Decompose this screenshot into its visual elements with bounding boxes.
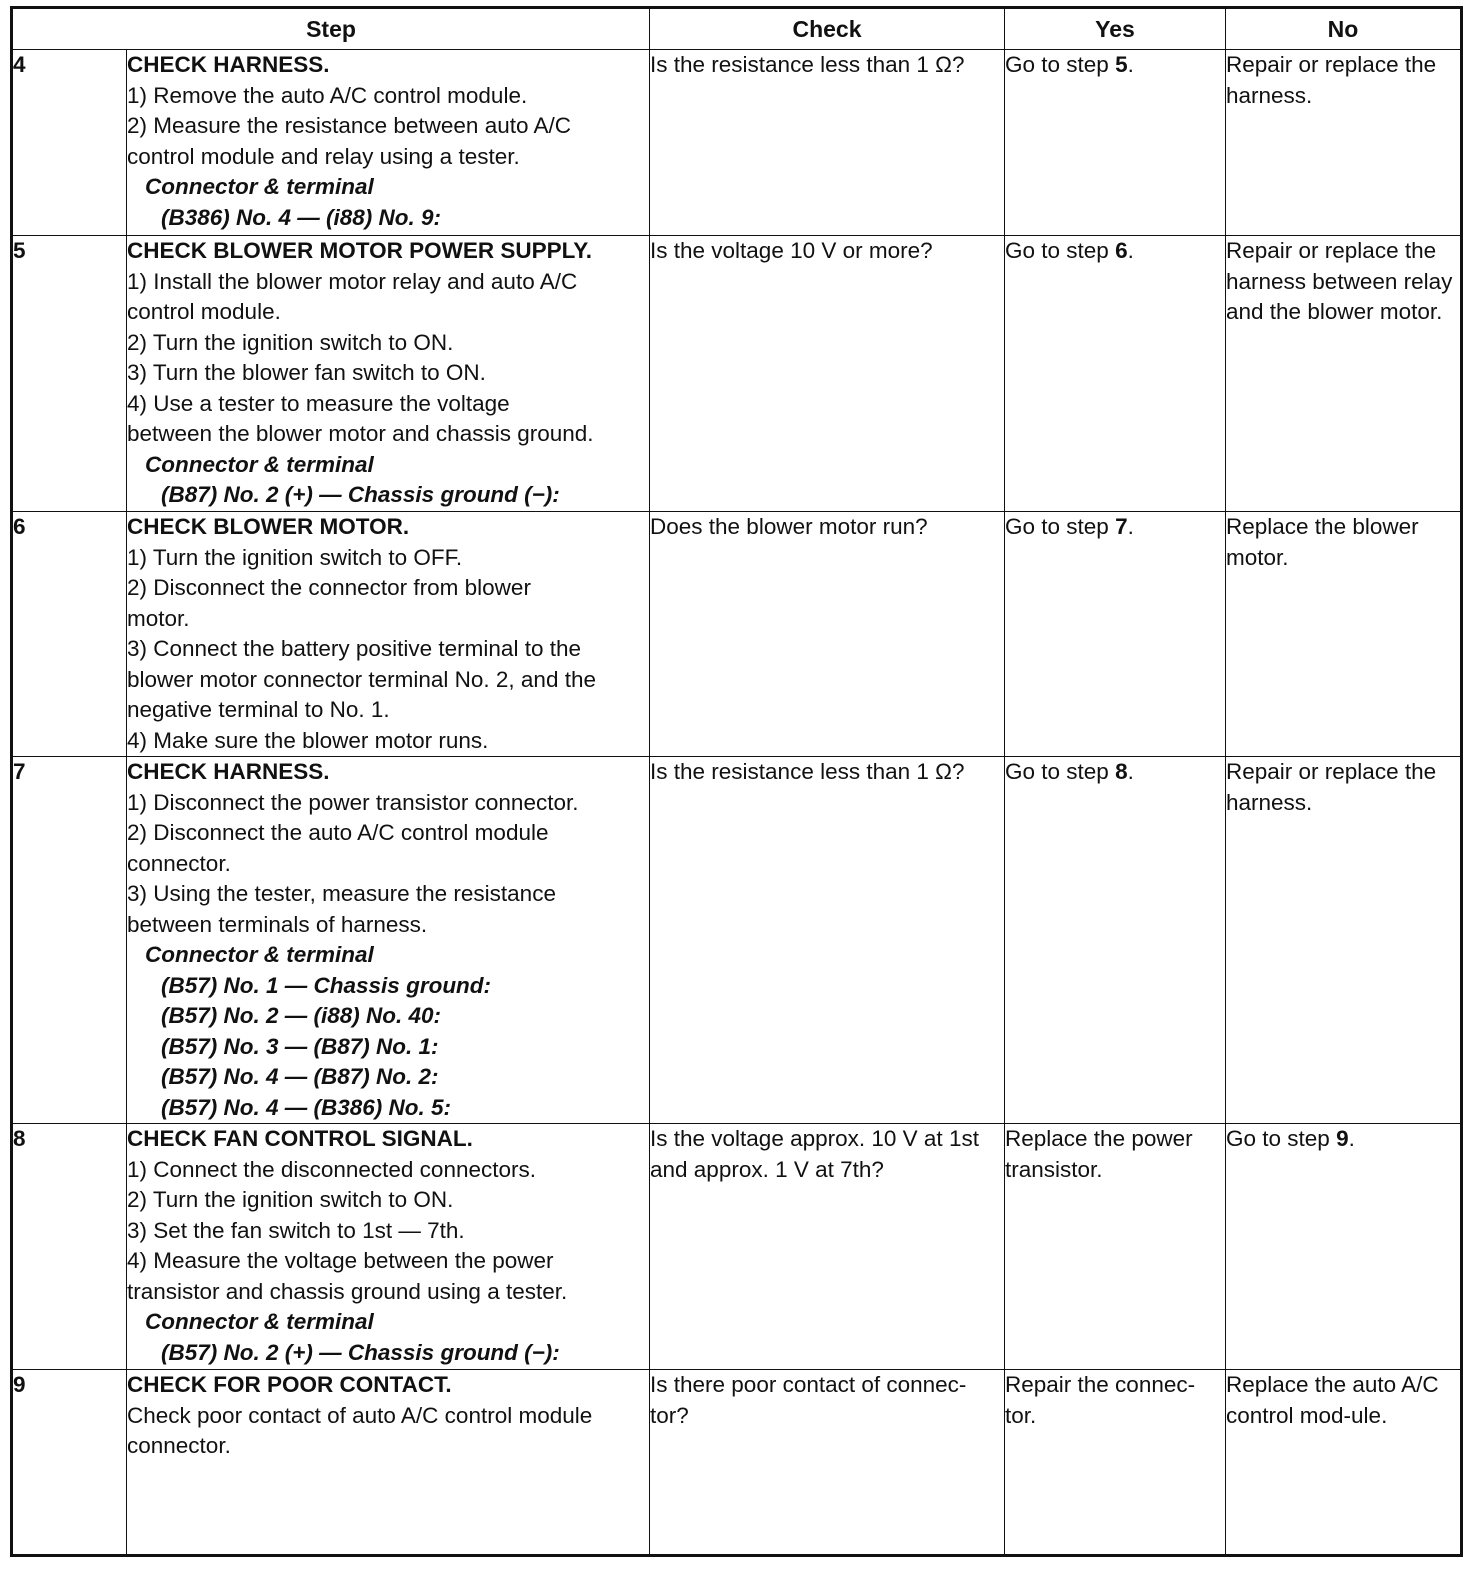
step-title: CHECK BLOWER MOTOR POWER SUPPLY.	[127, 238, 593, 263]
step-line: 3) Turn the blower fan switch to ON.	[127, 360, 486, 385]
no-suffix: .	[1348, 1126, 1355, 1151]
step-description	[127, 757, 650, 1124]
table-row	[12, 50, 1462, 236]
step-number: 6	[12, 512, 127, 757]
check-question: Is the resistance less than 1 Ω?	[650, 757, 1005, 1124]
step-title: CHECK BLOWER MOTOR.	[127, 514, 410, 539]
connector-terminal-item: (B57) No. 2 (+) — Chassis ground (−):	[161, 1339, 560, 1365]
check-question: Is there poor contact of connec-tor?	[650, 1370, 1005, 1556]
step-line: between terminals of harness.	[127, 911, 428, 937]
step-line: 4) Measure the voltage between the power	[127, 1248, 554, 1273]
step-line: connector.	[127, 1433, 231, 1458]
step-number: 7	[12, 757, 127, 1124]
step-line: 1) Turn the ignition switch to OFF.	[127, 544, 463, 570]
yes-text: Go to step	[1005, 759, 1116, 784]
yes-suffix: .	[1127, 514, 1134, 539]
check-question: Is the voltage approx. 10 V at 1st and approx. 1 V at 7th?	[650, 1124, 1005, 1370]
step-line: 1) Connect the disconnected connectors.	[127, 1156, 536, 1182]
step-line: 2) Turn the ignition switch to ON.	[127, 329, 454, 355]
yes-text: Go to step	[1005, 238, 1116, 263]
check-question: Is the voltage 10 V or more?	[650, 236, 1005, 512]
no-step-ref: 9	[1336, 1126, 1349, 1151]
step-title: CHECK HARNESS.	[127, 52, 330, 77]
no-action: Replace the blower motor.	[1226, 512, 1462, 757]
connector-terminal-item: (B57) No. 4 — (B87) No. 2:	[161, 1064, 439, 1089]
connector-terminal-heading: Connector & terminal	[145, 174, 374, 199]
step-description	[127, 1124, 650, 1370]
step-line: motor.	[127, 605, 190, 631]
connector-terminal-heading: Connector & terminal	[145, 1309, 374, 1334]
no-action: Repair or replace the harness.	[1226, 50, 1462, 236]
yes-text: Go to step	[1005, 52, 1116, 77]
step-number: 5	[12, 236, 127, 512]
yes-step-ref: 6	[1115, 238, 1128, 263]
yes-action	[1005, 757, 1226, 1124]
yes-action: Replace the power transistor.	[1005, 1124, 1226, 1370]
step-line: negative terminal to No. 1.	[127, 697, 390, 722]
table-row	[12, 512, 1462, 757]
step-title: CHECK FAN CONTROL SIGNAL.	[127, 1126, 473, 1151]
step-number: 8	[12, 1124, 127, 1370]
step-line: 1) Remove the auto A/C control module.	[127, 82, 528, 108]
step-line: 4) Use a tester to measure the voltage	[127, 390, 510, 416]
step-description	[127, 236, 650, 512]
step-line: 2) Disconnect the connector from blower	[127, 575, 531, 600]
header-step: Step	[12, 8, 650, 50]
header-check: Check	[650, 8, 1005, 50]
table-row	[12, 757, 1462, 1124]
step-line: transistor and chassis ground using a tester.	[127, 1278, 568, 1304]
diagnostic-table	[10, 6, 1463, 1557]
step-number: 4	[12, 50, 127, 236]
no-text: Go to step	[1226, 1126, 1337, 1151]
step-line: 1) Disconnect the power transistor connector.	[127, 789, 579, 815]
yes-text: Go to step	[1005, 514, 1116, 539]
step-line: 3) Connect the battery positive terminal to the	[127, 636, 581, 661]
step-line: 2) Turn the ignition switch to ON.	[127, 1187, 454, 1212]
connector-terminal-item: (B386) No. 4 — (i88) No. 9:	[161, 204, 442, 230]
table-row	[12, 1124, 1462, 1370]
step-line: connector.	[127, 850, 231, 876]
yes-suffix: .	[1127, 238, 1134, 263]
step-line: Check poor contact of auto A/C control module	[127, 1402, 593, 1428]
step-line: control module.	[127, 299, 281, 324]
table-row	[12, 236, 1462, 512]
step-description	[127, 1370, 650, 1556]
connector-terminal-heading: Connector & terminal	[145, 942, 374, 967]
check-question: Is the resistance less than 1 Ω?	[650, 50, 1005, 236]
connector-terminal-heading: Connector & terminal	[145, 451, 374, 477]
step-title: CHECK FOR POOR CONTACT.	[127, 1372, 452, 1397]
no-action: Repair or replace the harness.	[1226, 757, 1462, 1124]
connector-terminal-item: (B87) No. 2 (+) — Chassis ground (−):	[161, 482, 560, 507]
step-line: 2) Measure the resistance between auto A/C	[127, 113, 572, 138]
step-line: between the blower motor and chassis ground.	[127, 421, 594, 446]
step-number: 9	[12, 1370, 127, 1556]
connector-terminal-item: (B57) No. 3 — (B87) No. 1:	[161, 1033, 439, 1059]
yes-action	[1005, 512, 1226, 757]
step-line: 3) Set the fan switch to 1st — 7th.	[127, 1217, 465, 1243]
step-line: 2) Disconnect the auto A/C control module	[127, 820, 549, 845]
connector-terminal-item: (B57) No. 2 — (i88) No. 40:	[161, 1003, 442, 1028]
step-line: 1) Install the blower motor relay and auto A/C	[127, 268, 578, 294]
connector-terminal-item: (B57) No. 1 — Chassis ground:	[161, 972, 492, 998]
yes-action	[1005, 236, 1226, 512]
step-line: blower motor connector terminal No. 2, and the	[127, 666, 596, 692]
step-line: control module and relay using a tester.	[127, 143, 520, 169]
table-row	[12, 1370, 1462, 1556]
no-action: Repair or replace the harness between relay and the blower motor.	[1226, 236, 1462, 512]
header-no: No	[1226, 8, 1462, 50]
yes-suffix: .	[1127, 759, 1134, 784]
yes-action: Repair the connec-tor.	[1005, 1370, 1226, 1556]
yes-step-ref: 7	[1115, 514, 1128, 539]
step-line: 4) Make sure the blower motor runs.	[127, 727, 489, 753]
header-yes: Yes	[1005, 8, 1226, 50]
header-row	[12, 8, 1462, 50]
step-line: 3) Using the tester, measure the resistance	[127, 881, 556, 906]
yes-action	[1005, 50, 1226, 236]
step-title: CHECK HARNESS.	[127, 759, 330, 784]
connector-terminal-item: (B57) No. 4 — (B386) No. 5:	[161, 1094, 452, 1120]
check-question: Does the blower motor run?	[650, 512, 1005, 757]
yes-suffix: .	[1127, 52, 1134, 77]
step-description	[127, 50, 650, 236]
no-action	[1226, 1124, 1462, 1370]
step-description	[127, 512, 650, 757]
yes-step-ref: 8	[1115, 759, 1128, 784]
no-action: Replace the auto A/C control mod-ule.	[1226, 1370, 1462, 1556]
yes-step-ref: 5	[1115, 52, 1128, 77]
